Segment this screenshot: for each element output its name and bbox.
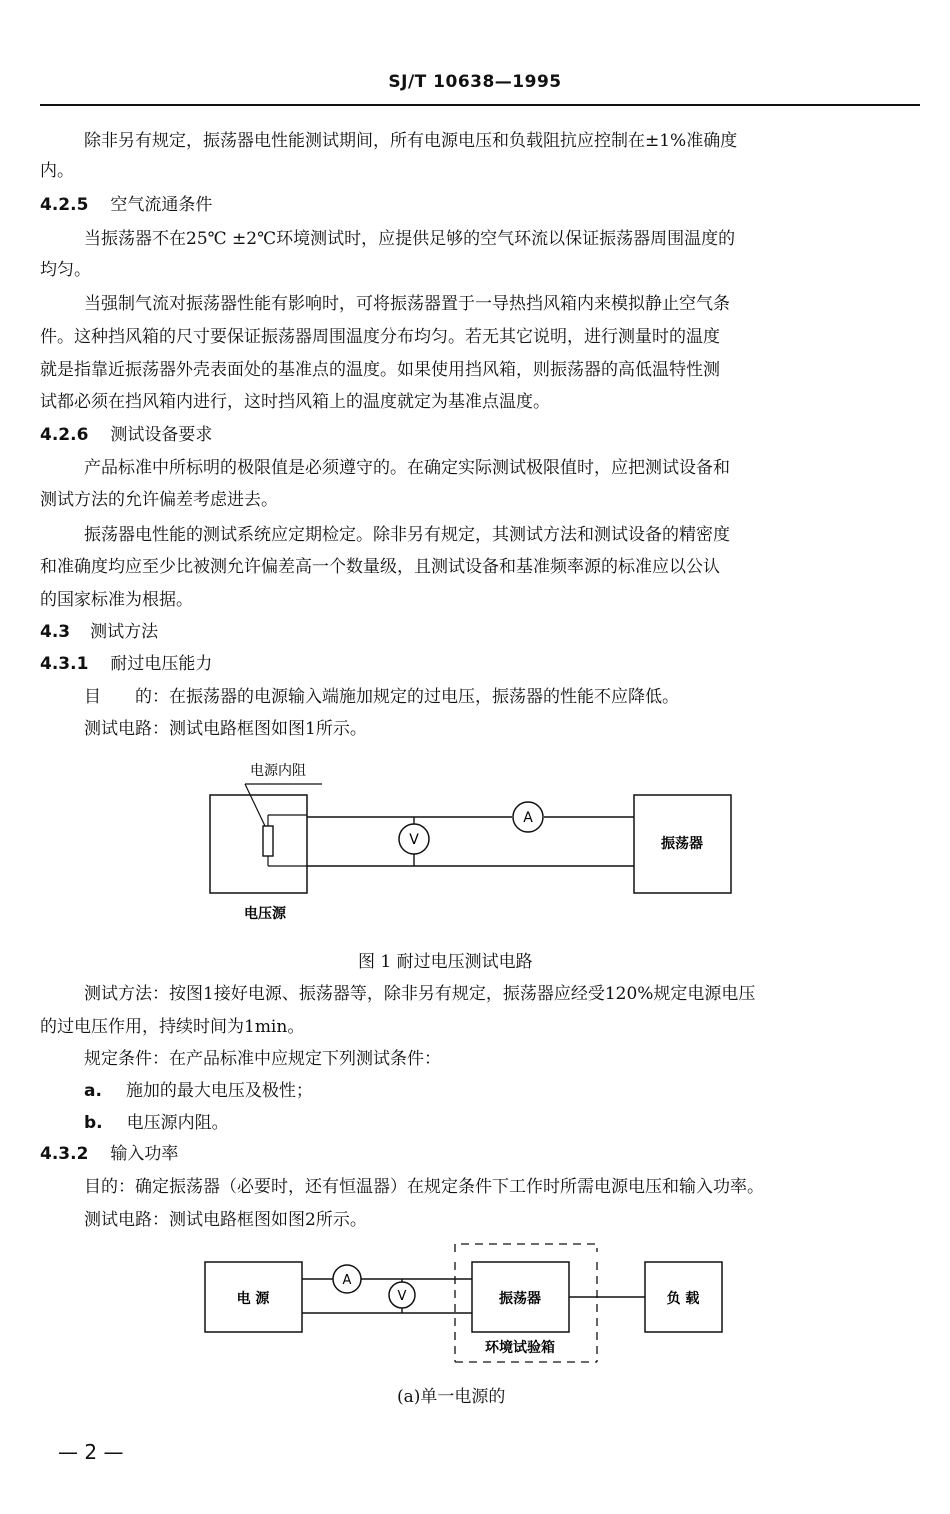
list-item-text: 施加的最大电压及极性； bbox=[125, 1081, 313, 1101]
paragraph-5-line-2: 和准确度均应至少比被测允许偏差高一个数量级，且测试设备和基准频率源的标准应以公认 bbox=[40, 557, 720, 577]
voltmeter-symbol: V bbox=[409, 832, 419, 848]
load-label: 负 载 bbox=[666, 1291, 700, 1307]
paragraph-4-line-1: 产品标准中所标明的极限值是必须遵守的。在确定实际测试极限值时，应把测试设备和 bbox=[84, 458, 730, 478]
resistor-icon bbox=[263, 826, 273, 856]
paragraph-5-line-3: 的国家标准为根据。 bbox=[40, 590, 193, 610]
ammeter-symbol: A bbox=[523, 810, 533, 826]
chamber-top-border bbox=[455, 1244, 597, 1252]
purpose-line bbox=[84, 686, 679, 708]
section-4-3-1-heading bbox=[40, 653, 212, 675]
section-number: 4.3.1 bbox=[40, 654, 89, 674]
list-item-b bbox=[84, 1112, 229, 1134]
label-leader-line bbox=[245, 784, 265, 826]
list-item-text: 电压源内阻。 bbox=[126, 1113, 229, 1133]
paragraph-3-line-4: 试都必须在挡风箱内进行，这时挡风箱上的温度就定为基准点温度。 bbox=[40, 392, 550, 412]
section-title: 耐过电压能力 bbox=[110, 654, 213, 674]
paragraph-8-line-2: 的过电压作用，持续时间为1min。 bbox=[40, 1017, 305, 1037]
list-item-label: b. bbox=[84, 1113, 103, 1133]
chamber-label: 环境试验箱 bbox=[485, 1340, 555, 1356]
section-number: 4.3.2 bbox=[40, 1144, 89, 1164]
paragraph-2-line-1: 当振荡器不在25℃ ±2℃环境测试时，应提供足够的空气环流以保证振荡器周围温度的 bbox=[84, 229, 736, 249]
power-supply-label: 电 源 bbox=[236, 1291, 270, 1307]
purpose-text: 的：在振荡器的电源输入端施加规定的过电压，振荡器的性能不应降低。 bbox=[135, 687, 679, 707]
voltmeter-symbol: V bbox=[397, 1289, 407, 1304]
section-4-3-2-heading bbox=[40, 1143, 178, 1165]
list-item-label: a. bbox=[84, 1081, 102, 1101]
test-circuit-line: 测试电路：测试电路框图如图1所示。 bbox=[84, 719, 367, 739]
figure-1-diagram bbox=[0, 750, 950, 930]
figure-1-caption: 图 1 耐过电压测试电路 bbox=[358, 952, 533, 972]
section-number: 4.3 bbox=[40, 622, 71, 642]
oscillator-label: 振荡器 bbox=[499, 1291, 541, 1307]
oscillator-label: 振荡器 bbox=[661, 836, 703, 852]
paragraph-10: 目的：确定振荡器（必要时，还有恒温器）在规定条件下工作时所需电源电压和输入功率。 bbox=[84, 1177, 764, 1197]
paragraph-3-line-3: 就是指靠近振荡器外壳表面处的基准点的温度。如果使用挡风箱，则振荡器的高低温特性测 bbox=[40, 360, 720, 380]
section-number: 4.2.5 bbox=[40, 195, 89, 215]
paragraph-9: 规定条件：在产品标准中应规定下列测试条件： bbox=[84, 1049, 441, 1069]
paragraph-11: 测试电路：测试电路框图如图2所示。 bbox=[84, 1210, 367, 1230]
page-number: — 2 — bbox=[58, 1440, 124, 1464]
section-4-2-5-heading bbox=[40, 194, 212, 216]
paragraph-4-line-2: 测试方法的允许偏差考虑进去。 bbox=[40, 490, 278, 510]
figure-2-caption: (a)单一电源的 bbox=[397, 1387, 506, 1407]
purpose-label: 目 bbox=[84, 687, 101, 707]
section-4-3-heading bbox=[40, 621, 158, 643]
section-title: 输入功率 bbox=[110, 1144, 179, 1164]
internal-resistance-label: 电源内阻 bbox=[250, 763, 306, 779]
paragraph-2-line-2: 均匀。 bbox=[40, 260, 91, 280]
document-header: SJ/T 10638—1995 bbox=[388, 72, 562, 92]
paragraph-1-line-1: 除非另有规定，振荡器电性能测试期间，所有电源电压和负载阻抗应控制在±1%准确度 bbox=[84, 131, 738, 151]
section-number: 4.2.6 bbox=[40, 425, 89, 445]
voltage-source-label: 电压源 bbox=[244, 906, 286, 922]
section-title: 测试设备要求 bbox=[110, 425, 213, 445]
list-item-a bbox=[84, 1080, 313, 1102]
paragraph-5-line-1: 振荡器电性能的测试系统应定期检定。除非另有规定，其测试方法和测试设备的精密度 bbox=[84, 525, 730, 545]
paragraph-3-line-2: 件。这种挡风箱的尺寸要保证振荡器周围温度分布均匀。若无其它说明，进行测量时的温度 bbox=[40, 327, 720, 347]
section-title: 空气流通条件 bbox=[110, 195, 213, 215]
section-title: 测试方法 bbox=[90, 622, 159, 642]
figure-2-diagram bbox=[0, 1238, 950, 1378]
header-rule bbox=[40, 104, 920, 106]
paragraph-1-line-2: 内。 bbox=[40, 161, 74, 181]
ammeter-symbol: A bbox=[342, 1273, 352, 1288]
voltage-source-box bbox=[210, 795, 307, 893]
paragraph-8-line-1: 测试方法：按图1接好电源、振荡器等，除非另有规定，振荡器应经受120%规定电源电压 bbox=[84, 984, 756, 1004]
section-4-2-6-heading bbox=[40, 424, 212, 446]
paragraph-3-line-1: 当强制气流对振荡器性能有影响时，可将振荡器置于一导热挡风箱内来模拟静止空气条 bbox=[84, 294, 730, 314]
